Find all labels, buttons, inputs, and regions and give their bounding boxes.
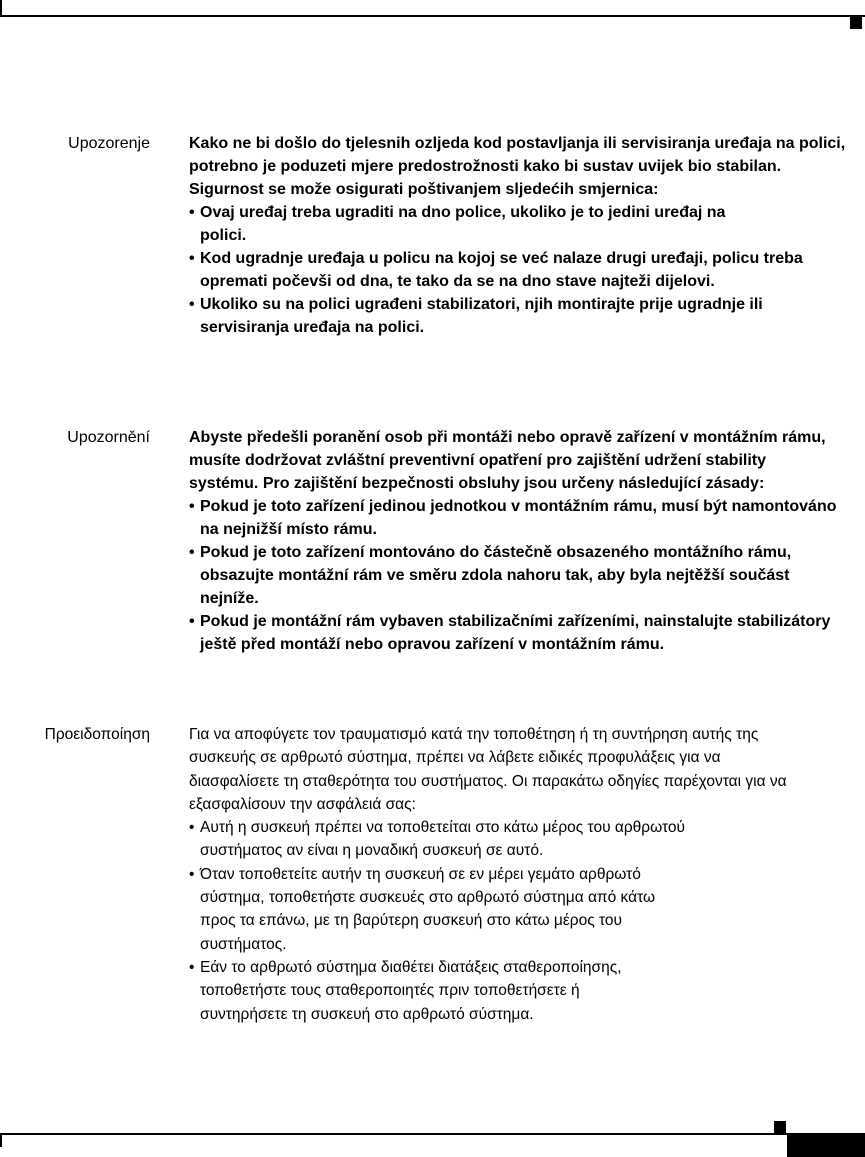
- warning-body: [189, 426, 839, 656]
- warning-bullet: • Pokud je toto zařízení montováno do částečně obsazeného montážního rámu, obsazujte montážní rám ve směru zdola nahoru tak, aby byla nejtěžší součást nejníže.: [189, 541, 839, 610]
- warning-bullet: • Εάν το αρθρωτό σύστημα διαθέτει διατάξεις σταθεροποίησης, τοποθετήστε τους σταθεροποιητές πριν τοποθετήσετε ή συντηρήσετε τη συσκευή στο αρθρωτό σύστημα.: [189, 956, 660, 1026]
- warning-intro: Abyste předešli poranění osob při montáži nebo opravě zařízení v montážním rámu, musíte dodržovat zvláštní preventivní opatření pro zajištění udržení stability systému. Pro zajištění bezpečnosti obsluhy jsou určeny následující zásady:: [189, 429, 826, 492]
- header-marker: [850, 17, 862, 29]
- warning-bullets: [189, 201, 854, 339]
- warning-bullet: • Αυτή η συσκευή πρέπει να τοποθετείται στο κάτω μέρος του αρθρωτού συστήματος αν είναι η μοναδική συσκευή σε αυτό.: [189, 816, 690, 863]
- warning-bullets: [189, 495, 839, 656]
- warning-body: [189, 132, 854, 339]
- warning-bullet: • Pokud je toto zařízení jedinou jednotkou v montážním rámu, musí být namontováno na nejnižší místo rámu.: [189, 495, 839, 541]
- warning-bullet: • Pokud je montážní rám vybaven stabilizačními zařízeními, nainstalujte stabilizátory ještě před montáží nebo opravou zařízení v montážním rámu.: [189, 610, 839, 656]
- warning-bullet: • Όταν τοποθετείτε αυτήν τη συσκευή σε εν μέρει γεμάτο αρθρωτό σύστημα, τοποθετήστε συσκευές στο αρθρωτό σύστημα από κάτω προς τα επάνω, με τη βαρύτερη συσκευή στο κάτω μέρος του συστήματος.: [189, 863, 690, 956]
- warning-bullet: • Ukoliko su na polici ugrađeni stabilizatori, njih montirajte prije ugradnje ili servisiranja uređaja na polici.: [189, 293, 854, 339]
- warning-intro: Για να αποφύγετε τον τραυματισμό κατά την τοποθέτηση ή τη συντήρηση αυτής της συσκευής σε αρθρωτό σύστημα, πρέπει να λάβετε ειδικές προφυλάξεις για να διασφαλίσετε τη σταθερότητα του συστήματος. Οι παρακάτω οδηγίες παρέχονται για να εξασφαλίσουν την ασφάλειά σας:: [189, 726, 787, 813]
- header-rule: [0, 15, 865, 17]
- footer-tick: [0, 1133, 2, 1147]
- warning-body: [189, 723, 809, 1026]
- warning-label: Προειδοποίηση: [44, 726, 150, 743]
- warning-intro: Kako ne bi došlo do tjelesnih ozljeda kod postavljanja ili servisiranja uređaja na polici, potrebno je poduzeti mjere predostrožnosti kako bi sustav uvijek bio stabilan. Sigurnost se može osigurati poštivanjem sljedećih smjernica:: [189, 135, 846, 198]
- warning-label: Upozorenje: [68, 135, 150, 152]
- warning-bullet: • Kod ugradnje uređaja u policu na kojoj se već nalaze drugi uređaji, policu treba opremati počevši od dna, te tako da se na dno stave najteži dijelovi.: [189, 247, 815, 293]
- footer-rule: [0, 1133, 865, 1135]
- page-number-tab: [787, 1135, 865, 1157]
- warning-bullets: [189, 816, 809, 1026]
- warning-label: Upozornění: [67, 429, 150, 446]
- header-tick: [0, 0, 2, 17]
- warning-bullet: • Ovaj uređaj treba ugraditi na dno police, ukoliko je to jedini uređaj na polici.: [189, 201, 740, 247]
- footer-marker: [774, 1121, 786, 1133]
